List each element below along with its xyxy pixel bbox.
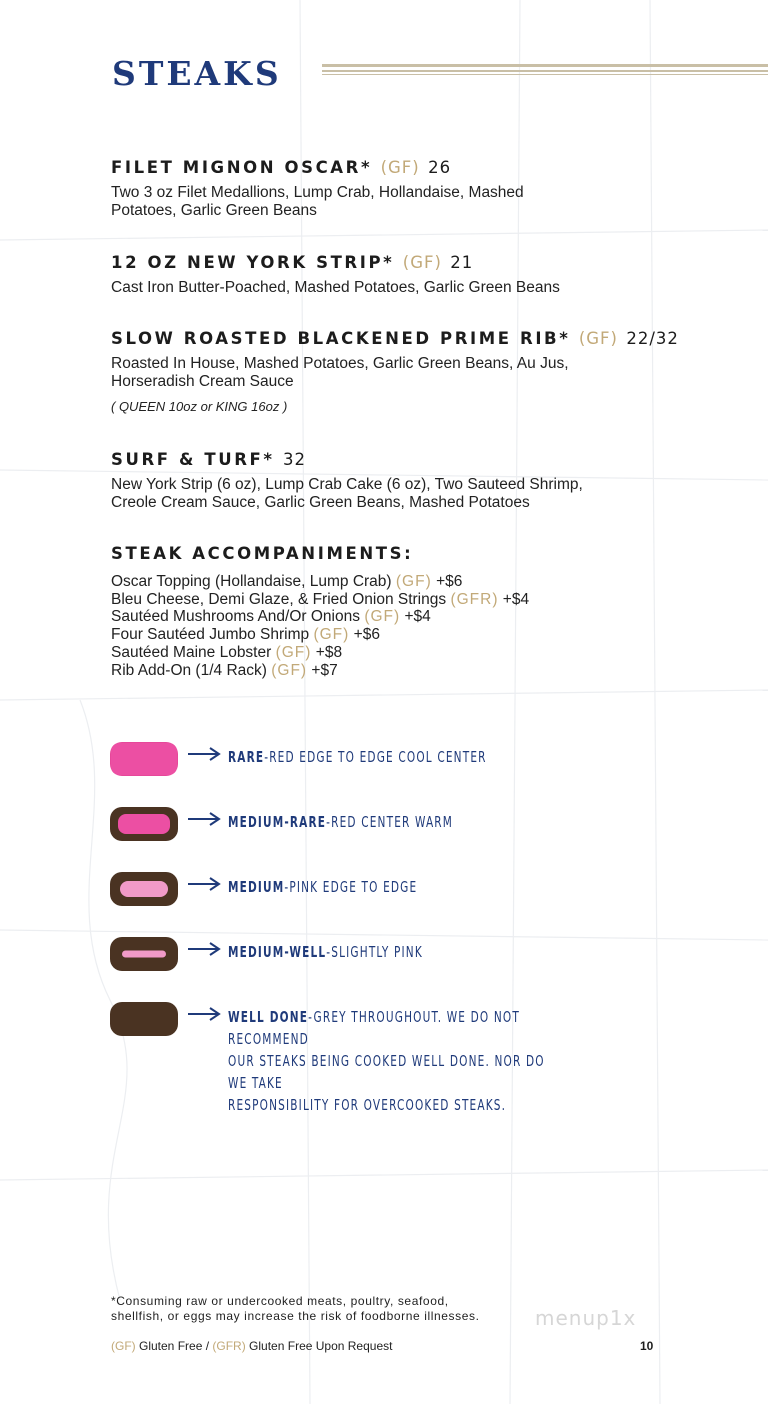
item-name: 12 OZ NEW YORK STRIP* [111,253,395,272]
item-price: 21 [450,253,474,272]
item-price: 22/32 [626,329,679,348]
list-item: Oscar Topping (Hollandaise, Lump Crab) (GF) +$6 [111,573,463,590]
menu-item-filet-mignon-oscar [111,158,671,219]
steak-accompaniments [111,544,671,679]
item-description: Cast Iron Butter-Poached, Mashed Potatoes, Garlic Green Beans [111,279,560,296]
item-name: SLOW ROASTED BLACKENED PRIME RIB* [111,329,571,348]
item-name: SURF & TURF* [111,450,275,469]
menu-item-new-york-strip [111,253,671,297]
item-description: New York Strip (6 oz), Lump Crab Cake (6 oz), Two Sauteed Shrimp, Creole Cream Sauce, Garlic Green Beans, Mashed Potatoes [111,476,583,511]
item-price: 26 [428,158,452,177]
menu-item-surf-and-turf [111,450,671,511]
item-description: Two 3 oz Filet Medallions, Lump Crab, Hollandaise, Mashed Potatoes, Garlic Green Beans [111,184,524,219]
gluten-free-legend: (GF) Gluten Free / (GFR) Gluten Free Upon Request [111,1339,393,1353]
arrow-right-icon [186,1004,222,1024]
steak-swatch-icon [110,807,178,841]
arrow-right-icon [186,939,222,959]
food-safety-disclaimer: *Consuming raw or undercooked meats, poultry, seafood, shellfish, or eggs may increase the risk of foodborne illnesses. [111,1294,480,1323]
arrow-right-icon [186,744,222,764]
steak-swatch-icon [110,872,178,906]
arrow-right-icon [186,809,222,829]
item-description: Roasted In House, Mashed Potatoes, Garlic Green Beans, Au Jus, Horseradish Cream Sauce [111,355,569,390]
item-size-note: ( QUEEN 10oz or KING 16oz ) [111,399,288,414]
steak-swatch-icon [110,1002,178,1036]
page-title: STEAKS [112,54,282,93]
steak-swatch-icon [110,937,178,971]
list-item: Four Sautéed Jumbo Shrimp (GF) +$6 [111,626,380,644]
steak-swatch-icon [110,742,178,776]
gf-tag: (GF) [402,253,442,272]
header-rule [322,64,768,78]
menu-item-prime-rib [111,329,679,414]
item-name: FILET MIGNON OSCAR* [111,158,373,177]
accompaniments-list [111,573,671,679]
page-number: 10 [640,1339,654,1353]
accompaniments-title: STEAK ACCOMPANIMENTS: [111,544,414,563]
list-item: Sautéed Maine Lobster (GF) +$8 [111,643,343,661]
gf-tag: (GF) [380,158,420,177]
list-item: Sautéed Mushrooms And/Or Onions (GF) +$4 [111,608,431,626]
list-item: Bleu Cheese, Demi Glaze, & Fried Onion Strings (GFR) +$4 [111,590,530,608]
arrow-right-icon [186,874,222,894]
watermark-logo: menup1x [535,1306,637,1330]
gf-tag: (GF) [578,329,618,348]
list-item: Rib Add-On (1/4 Rack) (GF) +$7 [111,661,338,679]
item-price: 32 [282,450,306,469]
